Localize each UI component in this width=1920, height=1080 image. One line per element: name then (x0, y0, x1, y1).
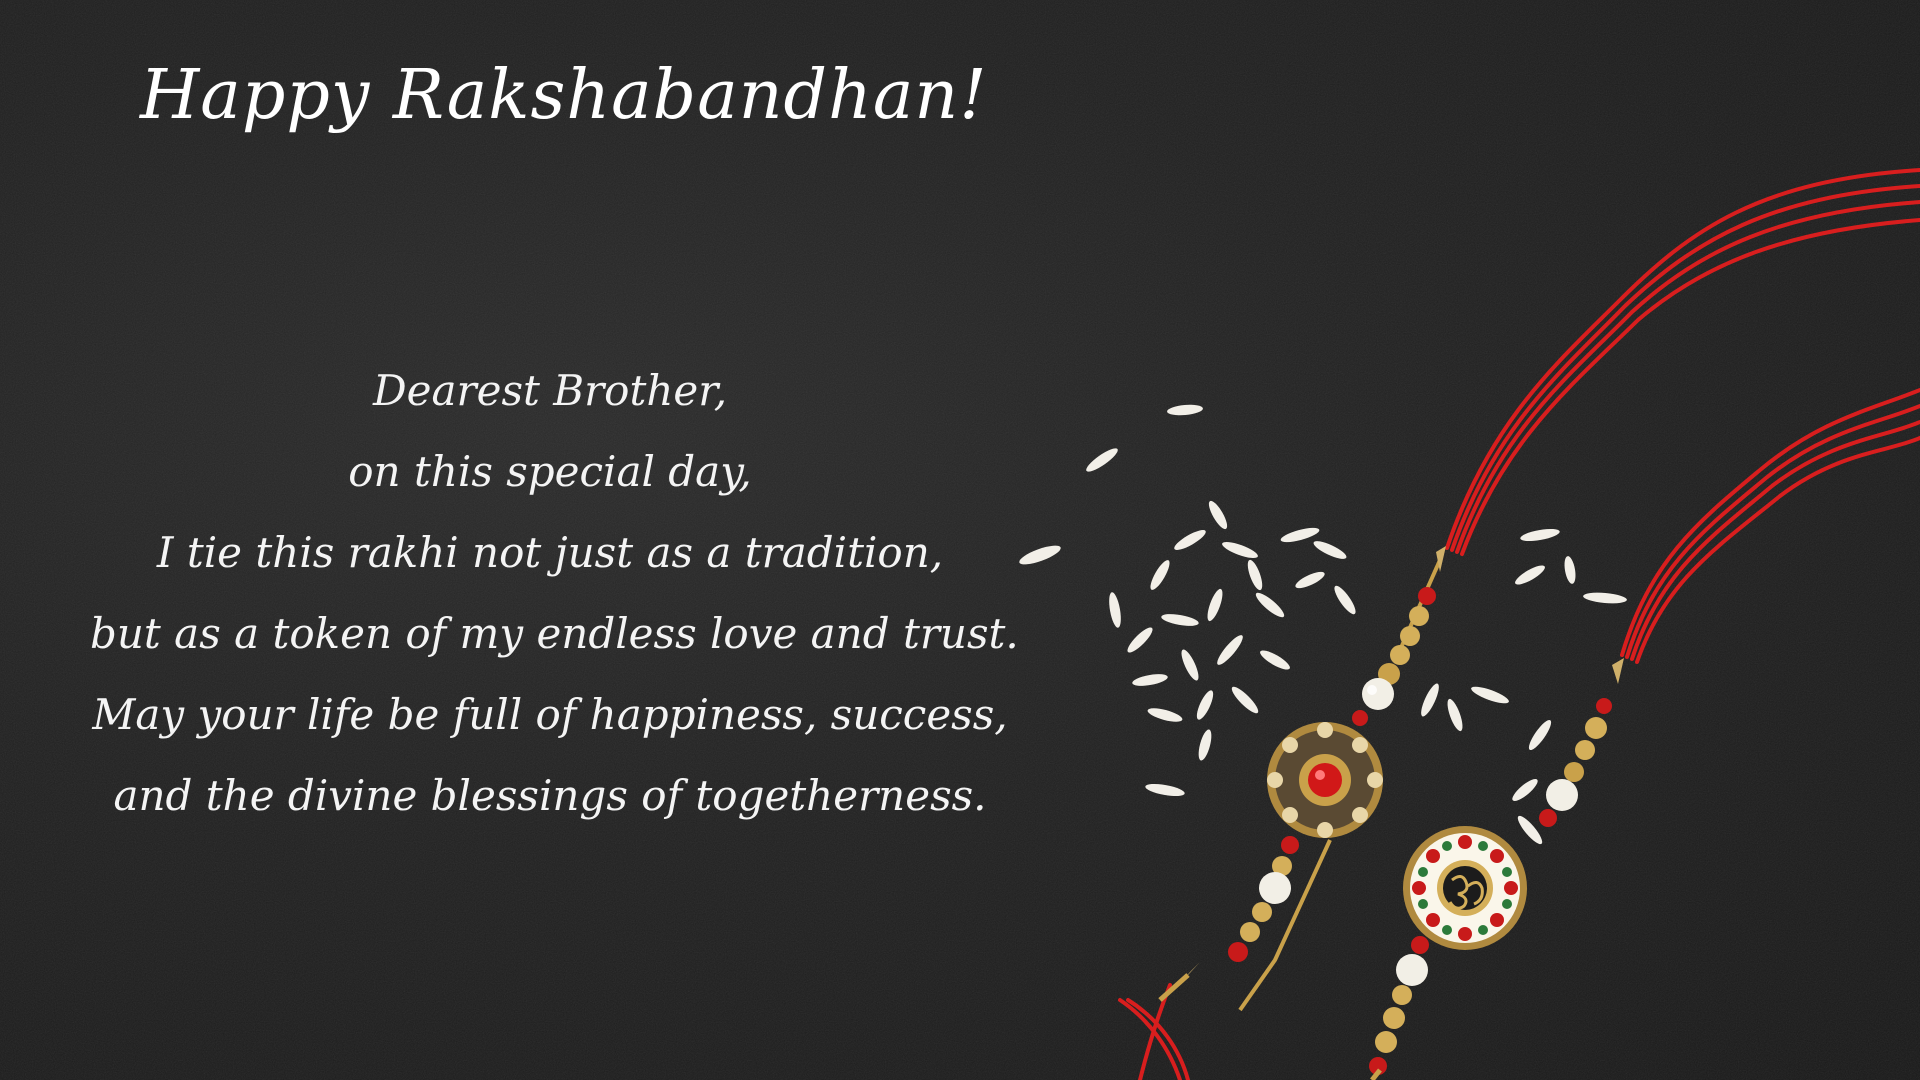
message-line-1: Dearest Brother, (372, 366, 728, 415)
message-line-3: I tie this rakhi not just as a tradition, (156, 528, 944, 577)
message-line-2: on this special day, (348, 447, 752, 496)
rakhi-2 (1369, 390, 1920, 1080)
message-line-4: but as a token of my endless love and trust. (90, 609, 1019, 658)
rakhi-1 (1120, 170, 1920, 1080)
rakhi-1-medallion (1267, 722, 1383, 838)
message-line-5: May your life be full of happiness, success, (92, 690, 1008, 739)
card-title: Happy Rakshabandhan! (140, 56, 988, 135)
rakhi-2-medallion (1403, 826, 1527, 950)
message-line-6: and the divine blessings of togetherness. (113, 771, 987, 820)
